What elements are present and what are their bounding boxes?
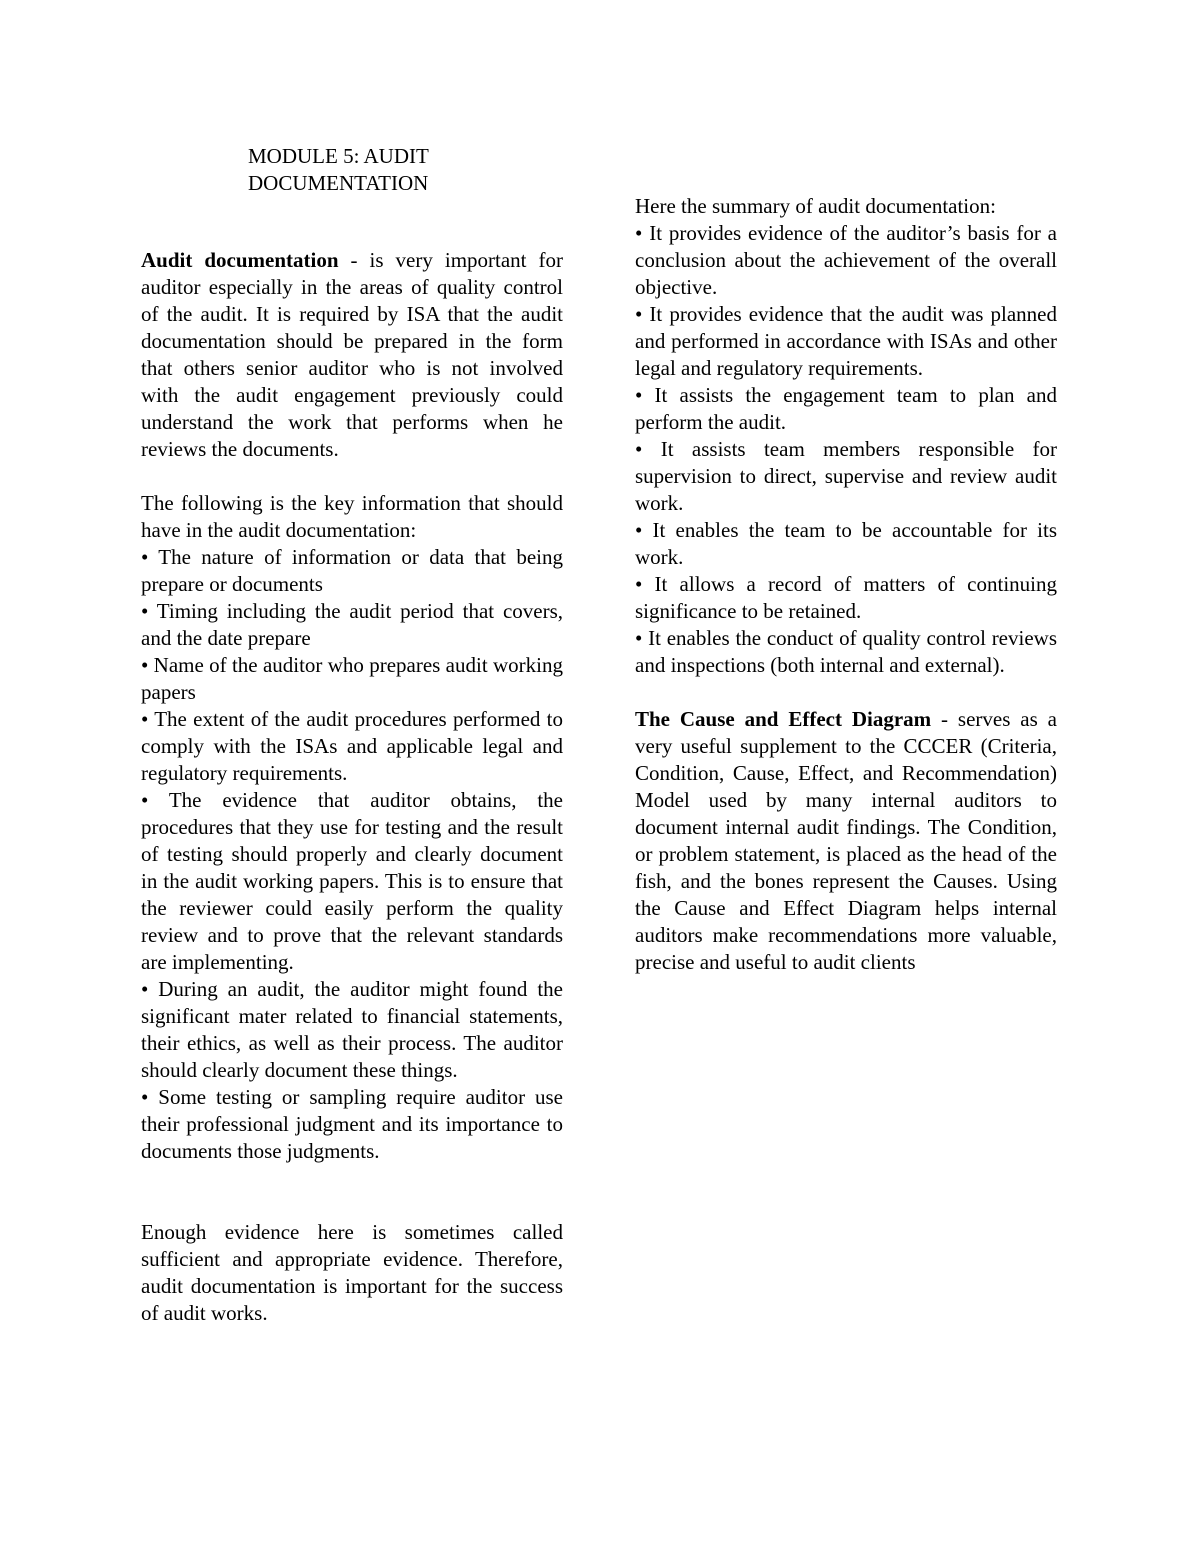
page-title — [248, 143, 588, 197]
left-bullet-1: • The nature of information or data that being prepare or documents — [141, 545, 563, 596]
intro-paragraph — [141, 247, 563, 463]
right-bullet-2: • It provides evidence that the audit was planned and performed in accordance with ISAs and other legal and regulatory requirements. — [635, 302, 1057, 380]
right-bullet-4: • It assists team members responsible for supervision to direct, supervise and review audit work. — [635, 437, 1057, 515]
right-bullet-7: • It enables the conduct of quality control reviews and inspections (both internal and external). — [635, 626, 1057, 677]
intro-text: - is very important for auditor especially in the areas of quality control of the audit. It is required by ISA that the audit documentation should be prepared in the form that others senior auditor who is not involved with the audit engagement previously could understand the work that performs when he reviews the documents. — [141, 248, 563, 461]
left-bullet-2: • Timing including the audit period that covers, and the date prepare — [141, 599, 563, 650]
cause-effect-text: - serves as a very useful supplement to the CCCER (Criteria, Condition, Cause, Effect, and Recommendation) Model used by many internal auditors to document internal audit findings. The Condition, or problem statement, is placed as the head of the fish, and the bones represent the Causes. Using the Cause and Effect Diagram helps internal auditors make recommendations more valuable, precise and useful to audit clients — [635, 707, 1057, 974]
right-bullet-1: • It provides evidence of the auditor’s basis for a conclusion about the achievement of the overall objective. — [635, 221, 1057, 299]
left-bullet-5: • The evidence that auditor obtains, the procedures that they use for testing and the result of testing should properly and clearly document in the audit working papers. This is to ensure that the reviewer could easily perform the quality review and to prove that the relevant standards are implementing. — [141, 788, 563, 974]
left-bullet-4: • The extent of the audit procedures performed to comply with the ISAs and applicable legal and regulatory requirements. — [141, 707, 563, 785]
right-bullet-3: • It assists the engagement team to plan and perform the audit. — [635, 383, 1057, 434]
left-column — [141, 247, 563, 1327]
left-bullet-3: • Name of the auditor who prepares audit working papers — [141, 653, 563, 704]
key-info-heading: The following is the key information that should have in the audit documentation: — [141, 491, 563, 542]
right-bullet-5: • It enables the team to be accountable for its work. — [635, 518, 1057, 569]
right-column — [635, 193, 1057, 976]
left-bullet-7: • Some testing or sampling require auditor use their professional judgment and its importance to documents those judgments. — [141, 1085, 563, 1163]
left-bullet-6: • During an audit, the auditor might found the significant mater related to financial statements, their ethics, as well as their process. The auditor should clearly document these things. — [141, 977, 563, 1082]
right-bullet-6: • It allows a record of matters of continuing significance to be retained. — [635, 572, 1057, 623]
title-line-2: DOCUMENTATION — [248, 171, 429, 195]
summary-heading: Here the summary of audit documentation: — [635, 194, 996, 218]
closing-paragraph: Enough evidence here is sometimes called sufficient and appropriate evidence. Therefore, audit documentation is important for the success of audit works. — [141, 1220, 563, 1325]
intro-term: Audit documentation — [141, 248, 339, 272]
cause-effect-paragraph — [635, 706, 1057, 976]
title-line-1: MODULE 5: AUDIT — [248, 144, 429, 168]
cause-effect-term: The Cause and Effect Diagram — [635, 707, 932, 731]
